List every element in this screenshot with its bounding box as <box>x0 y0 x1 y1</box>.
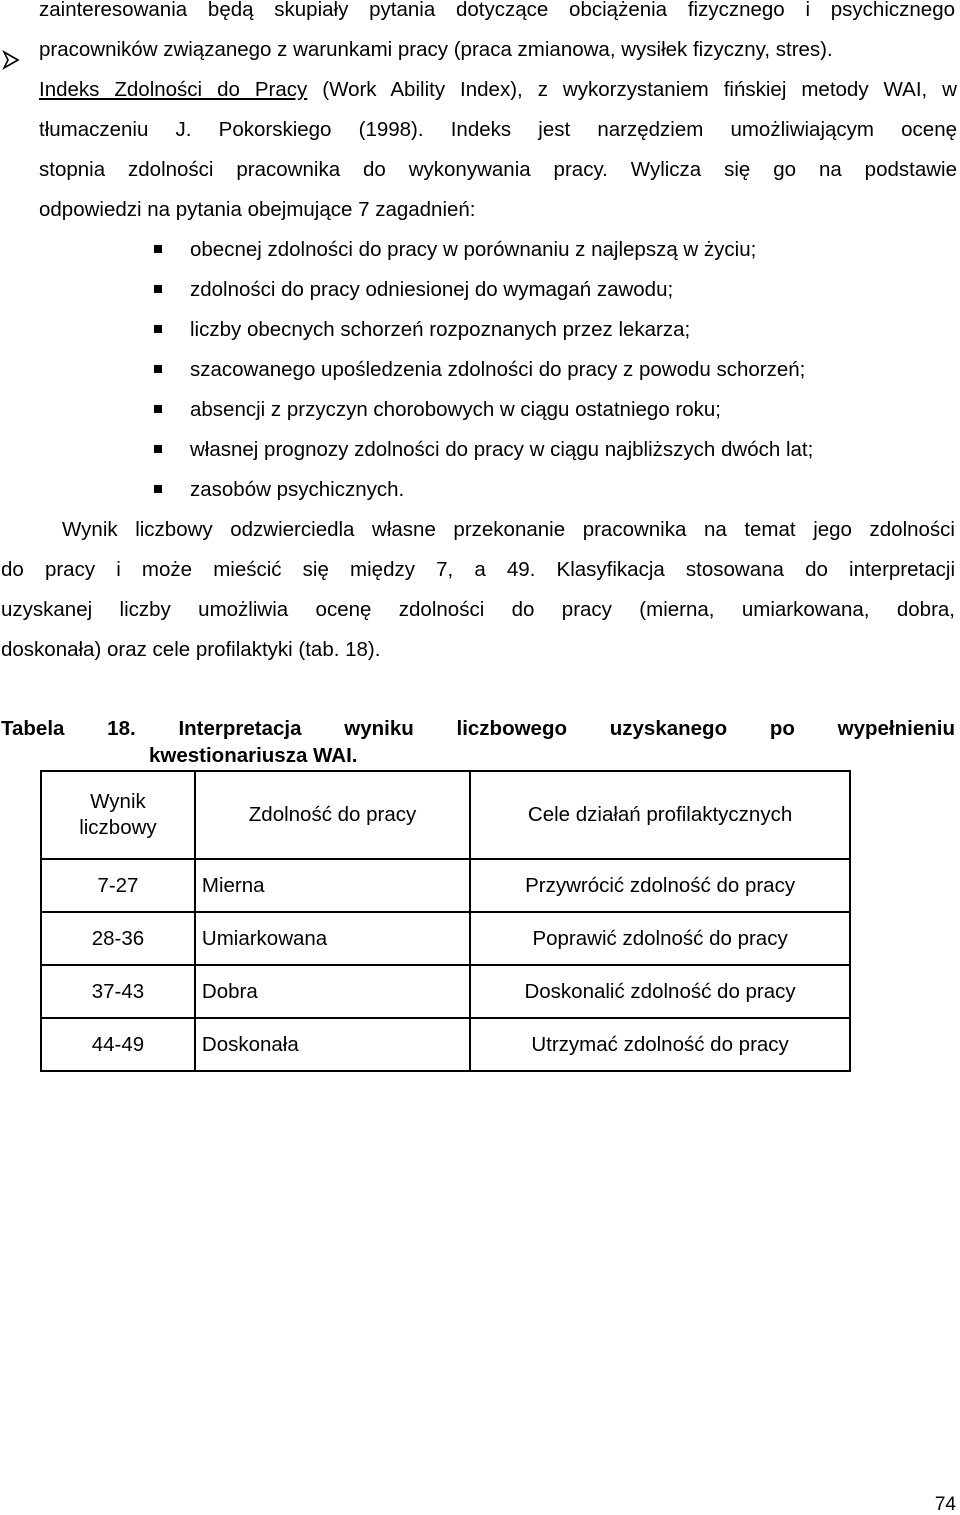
table-cell: Doskonała <box>195 1018 470 1071</box>
wai-line-1: Indeks Zdolności do Pracy (Work Ability Index), z wykorzystaniem fińskiej metody WAI, w <box>39 78 957 101</box>
result-line-4: doskonała) oraz cele profilaktyki (tab. 18). <box>1 638 381 661</box>
table-cell: 7-27 <box>41 859 195 912</box>
table-cell: 28-36 <box>41 912 195 965</box>
square-bullet-icon <box>154 405 162 413</box>
wai-index-link[interactable]: Indeks Zdolności do Pracy <box>39 78 308 101</box>
list-item-text: obecnej zdolności do pracy w porównaniu z najlepszą w życiu; <box>190 238 757 261</box>
intro-line-1: zainteresowania będą skupiały pytania dotyczące obciążenia fizycznego i psychicznego <box>39 0 955 21</box>
square-bullet-icon <box>154 485 162 493</box>
square-bullet-icon <box>154 245 162 253</box>
table-caption: Tabela 18. Interpretacja wyniku liczbowego uzyskanego po wypełnieniu <box>1 717 955 740</box>
table-cell: Przywrócić zdolność do pracy <box>470 859 850 912</box>
list-item-text: liczby obecnych schorzeń rozpoznanych przez lekarza; <box>190 318 691 341</box>
square-bullet-icon <box>154 325 162 333</box>
list-item-text: absencji z przyczyn chorobowych w ciągu ostatniego roku; <box>190 398 721 421</box>
square-bullet-icon <box>154 285 162 293</box>
table-caption-line-2: kwestionariusza WAI. <box>149 744 358 767</box>
list-item-text: szacowanego upośledzenia zdolności do pracy z powodu schorzeń; <box>190 358 806 381</box>
table-cell: Umiarkowana <box>195 912 470 965</box>
result-line-3: uzyskanej liczby umożliwia ocenę zdolności do pracy (mierna, umiarkowana, dobra, <box>1 598 955 621</box>
header-capacity: Zdolność do pracy <box>195 771 470 859</box>
wai-line-4: odpowiedzi na pytania obejmujące 7 zagadnień: <box>39 198 476 221</box>
page-number: 74 <box>934 1494 956 1515</box>
wai-line-3: stopnia zdolności pracownika do wykonywania pracy. Wylicza się go na podstawie <box>39 158 957 181</box>
square-bullet-icon <box>154 365 162 373</box>
table-cell: 44-49 <box>41 1018 195 1071</box>
list-item-text: własnej prognozy zdolności do pracy w ciągu najbliższych dwóch lat; <box>190 438 814 461</box>
table-header-row <box>41 771 850 859</box>
table-cell: Doskonalić zdolność do pracy <box>470 965 850 1018</box>
header-goals: Cele działań profilaktycznych <box>470 771 850 859</box>
table-row <box>41 965 850 1018</box>
wai-line-2: tłumaczeniu J. Pokorskiego (1998). Indeks jest narzędziem umożliwiającym ocenę <box>39 118 957 141</box>
table-row <box>41 1018 850 1071</box>
table-cell: 37-43 <box>41 965 195 1018</box>
result-line-1: Wynik liczbowy odzwierciedla własne przekonanie pracownika na temat jego zdolności <box>62 518 955 541</box>
table-row <box>41 859 850 912</box>
arrow-bullet-icon <box>0 49 22 71</box>
table-cell: Dobra <box>195 965 470 1018</box>
list-item-text: zasobów psychicznych. <box>190 478 405 501</box>
wai-interpretation-table <box>40 770 851 1072</box>
header-score: Wynik liczbowy <box>41 771 195 859</box>
table-row <box>41 912 850 965</box>
table-cell: Poprawić zdolność do pracy <box>470 912 850 965</box>
square-bullet-icon <box>154 445 162 453</box>
intro-line-2: pracowników związanego z warunkami pracy (praca zmianowa, wysiłek fizyczny, stres). <box>39 38 833 61</box>
list-item-text: zdolności do pracy odniesionej do wymagań zawodu; <box>190 278 674 301</box>
table-cell: Utrzymać zdolność do pracy <box>470 1018 850 1071</box>
table-cell: Mierna <box>195 859 470 912</box>
result-line-2: do pracy i może mieścić się między 7, a 49. Klasyfikacja stosowana do interpretacji <box>1 558 955 581</box>
